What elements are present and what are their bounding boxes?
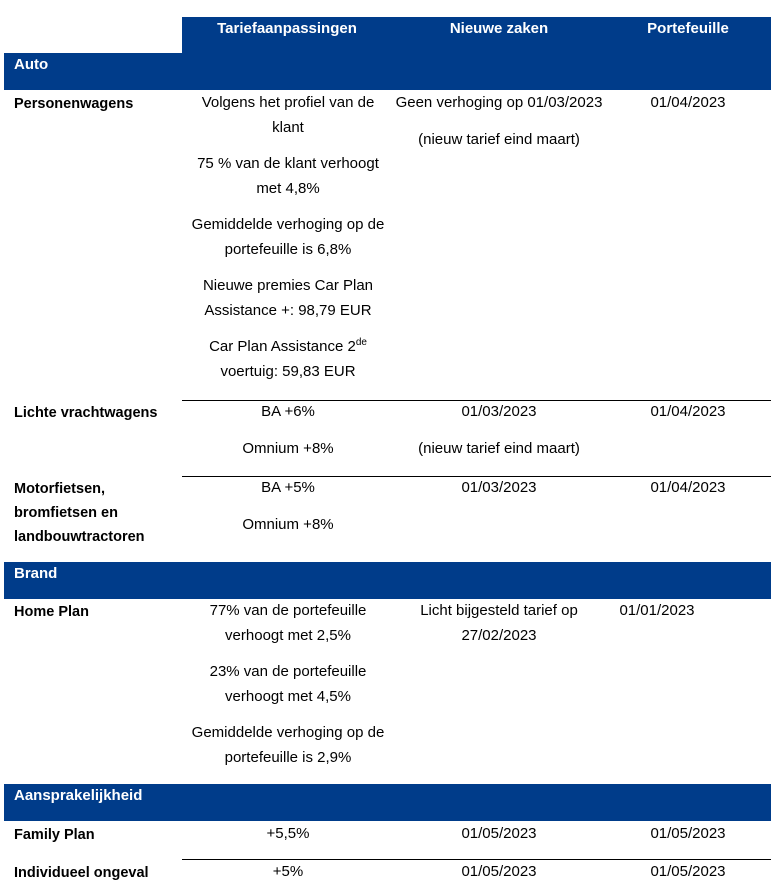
text-line: (nieuw tarief eind maart) (418, 130, 580, 148)
text-line: 75 % van de klant verhoogt met 4,8% (197, 155, 379, 197)
row-label-personenwagens: Personenwagens (14, 96, 134, 112)
table-header (182, 17, 771, 53)
row-label-motorfietsen (14, 477, 145, 549)
column-header-tariefaanpassingen: Tariefaanpassingen (217, 20, 357, 37)
cell-lichte-nieuw (392, 400, 606, 473)
text-line: Omnium +8% (242, 515, 334, 533)
section-title-brand: Brand (14, 565, 58, 582)
text-line: Volgens het profiel van de klant (201, 94, 375, 136)
cell-family-nieuw: 01/05/2023 (461, 825, 537, 842)
text-line: Geen verhoging op 01/03/2023 (395, 94, 603, 111)
text-line (186, 335, 390, 384)
column-header-portefeuille: Portefeuille (647, 20, 729, 37)
text-line: (nieuw tarief eind maart) (418, 439, 580, 457)
row-label-individueel-ongeval: Individueel ongeval (14, 865, 149, 881)
row-label-lichte-vrachtwagens: Lichte vrachtwagens (14, 405, 158, 421)
cell-homeplan-nieuw: Licht bijgesteld tarief op 27/02/2023 (420, 602, 578, 644)
cell-personenwagens-portefeuille: 01/04/2023 (650, 94, 726, 111)
section-header-brand (4, 562, 771, 599)
section-header-aansprakelijkheid (4, 784, 771, 821)
text-line: BA +6% (261, 403, 315, 420)
cell-personenwagens-tarief (186, 91, 390, 396)
cell-lichte-tarief (186, 400, 390, 473)
text-line: 77% van de portefeuille verhoogt met 2,5% (209, 602, 367, 644)
text-fragment: voertuig: 59,83 EUR (220, 362, 356, 380)
cell-individueel-tarief: +5% (272, 863, 304, 880)
text-line: 23% van de portefeuille verhoogt met 4,5% (209, 663, 367, 705)
text-line: Gemiddelde verhoging op de portefeuille is 6,8% (191, 216, 385, 258)
cell-individueel-nieuw: 01/05/2023 (461, 863, 537, 880)
row-label-family-plan: Family Plan (14, 827, 95, 843)
text-line: Omnium +8% (242, 439, 334, 457)
cell-homeplan-tarief (186, 599, 390, 782)
section-title-auto: Auto (14, 56, 49, 73)
column-header-nieuwe-zaken: Nieuwe zaken (449, 20, 549, 37)
text-line: 01/03/2023 (461, 403, 537, 420)
cell-homeplan-portefeuille: 01/01/2023 (619, 602, 695, 619)
cell-lichte-portefeuille: 01/04/2023 (650, 403, 726, 420)
cell-personenwagens-nieuw (392, 91, 606, 164)
text-line: BA +5% (261, 479, 315, 496)
superscript: de (355, 337, 367, 348)
section-title-aansprakelijkheid: Aansprakelijkheid (14, 787, 143, 804)
text-line: Gemiddelde verhoging op de portefeuille is 2,9% (191, 724, 385, 766)
row-label-home-plan: Home Plan (14, 604, 89, 620)
section-header-auto (4, 53, 771, 90)
cell-motor-tarief (186, 476, 390, 549)
cell-motor-portefeuille: 01/04/2023 (650, 479, 726, 496)
cell-family-tarief: +5,5% (266, 825, 310, 842)
text-line: Nieuwe premies Car Plan Assistance +: 98,79 EUR (202, 277, 374, 319)
text-fragment: Car Plan Assistance 2 (209, 338, 356, 355)
label-line: bromfietsen en (14, 505, 118, 521)
cell-family-portefeuille: 01/05/2023 (650, 825, 726, 842)
label-line: Motorfietsen, (14, 481, 106, 497)
label-line: landbouwtractoren (14, 529, 145, 545)
cell-individueel-portefeuille: 01/05/2023 (650, 863, 726, 880)
cell-motor-nieuw: 01/03/2023 (461, 479, 537, 496)
